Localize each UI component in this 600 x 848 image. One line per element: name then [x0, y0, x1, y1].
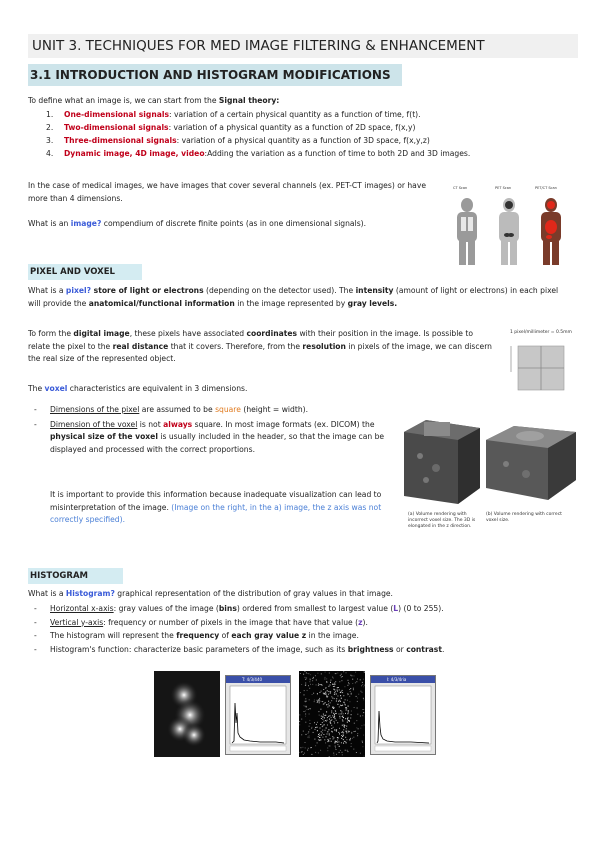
window-title: I: 4/3/4ria: [371, 676, 435, 683]
voxel-bullets: [34, 404, 390, 456]
intro-paragraph: To define what an image is, we can start from the Signal theory:: [28, 96, 280, 105]
noisy-image: [299, 671, 365, 757]
pixel-definition: What is a pixel? store of light or electrons (depending on the detector used). The intensity (amount of light or electrons) in each pixel will provide the anatomical/functional information in the image represented by gray levels.: [28, 286, 559, 308]
voxel-rendering-figure: [402, 418, 580, 543]
section-title: 3.1 INTRODUCTION AND HISTOGRAM MODIFICATIONS: [28, 64, 402, 86]
visualization-note: It is important to provide this information because inadequate visualization can lead to misinterpretation of the image. (Image on the right, in the a) image, the z axis was not correctly specified).: [50, 490, 382, 524]
histogram-bullets: [34, 603, 580, 657]
window-title: T: 4/3/440: [226, 676, 290, 683]
pet-ct-figure: [447, 183, 575, 267]
pet-label: PET Scan: [495, 186, 512, 190]
caption-a: (a) Volume rendering with incorrect voxel size. The 3D is elongated in the z direction.: [408, 512, 476, 529]
digital-image-paragraph: To form the digital image, these pixels have associated coordinates with their position in the image. Is possible to relate the pixel to the real distance that it covers. Therefore, from the resolution in pixels of the image, we can discern the real size of the represented object.: [28, 329, 492, 363]
pixel-grid-caption: 1 pixel/millimeter = 0.5mm: [510, 330, 572, 335]
list-item: - Horizontal x-axis: gray values of the image (bins) ordered from smallest to largest value (L) (0 to 255).: [34, 604, 444, 613]
list-item: - Dimension of the voxel is not always square. In most image formats (ex. DICOM) the physical size of the voxel is usually included in the header, so that the image can be displayed and processed with the correct proportions.: [34, 419, 385, 454]
voxel-renderings: [402, 418, 580, 510]
list-item: - Dimensions of the pixel are assumed to be square (height = width).: [34, 405, 309, 414]
list-item: - Vertical y-axis: frequency or number of pixels in the image that have that value (z).: [34, 617, 368, 627]
histogram-window-1: [225, 675, 291, 755]
histogram-plot-1: [226, 683, 290, 754]
unit-title: UNIT 3. TECHNIQUES FOR MED IMAGE FILTERING & ENHANCEMENT: [28, 34, 578, 58]
petct-label: PET/CT Scan: [535, 186, 557, 190]
channels-paragraph: In the case of medical images, we have images that cover several channels (ex. PET-CT images) or have more than 4 dimensions.: [28, 181, 427, 203]
histogram-window-2: [370, 675, 436, 755]
pixel-grid-figure: [508, 330, 570, 392]
list-item: - Histogram's function: characterize basic parameters of the image, such as its brightness or contrast.: [34, 644, 445, 654]
histogram-plot-2: [371, 683, 435, 754]
histogram-definition: What is a Histogram? graphical representation of the distribution of gray values in that image.: [28, 589, 393, 598]
image-definition: What is an image? compendium of discrete finite points (as in one dimensional signals).: [28, 219, 367, 228]
signal-list: [46, 109, 576, 161]
pet-ct-image: [447, 183, 575, 267]
caption-b: (b) Volume rendering with correct voxel size.: [486, 512, 562, 523]
pixel-grid: [508, 338, 570, 394]
list-item: 2. Two-dimensional signals: variation of a physical quantity as a function of 2D space, f(x,y): [46, 123, 416, 132]
voxel-paragraph: The voxel characteristics are equivalent in 3 dimensions.: [28, 384, 248, 393]
histogram-heading: HISTOGRAM: [28, 568, 123, 584]
pixel-voxel-heading: PIXEL AND VOXEL: [28, 264, 142, 280]
ct-label: CT Scan: [453, 186, 468, 190]
list-item: 4. Dynamic image, 4D image, video:Adding the variation as a function of time to both 2D and 3D images.: [46, 149, 471, 158]
list-item: 1. One-dimensional signals: variation of a certain physical quantity as a function of time, f(t).: [46, 110, 421, 119]
list-item: - The histogram will represent the frequency of each gray value z in the image.: [34, 631, 359, 640]
list-item: 3. Three-dimensional signals: variation of a physical quantity as a function of 3D space, f(x,y,z): [46, 136, 430, 145]
blurred-image: [154, 671, 220, 757]
